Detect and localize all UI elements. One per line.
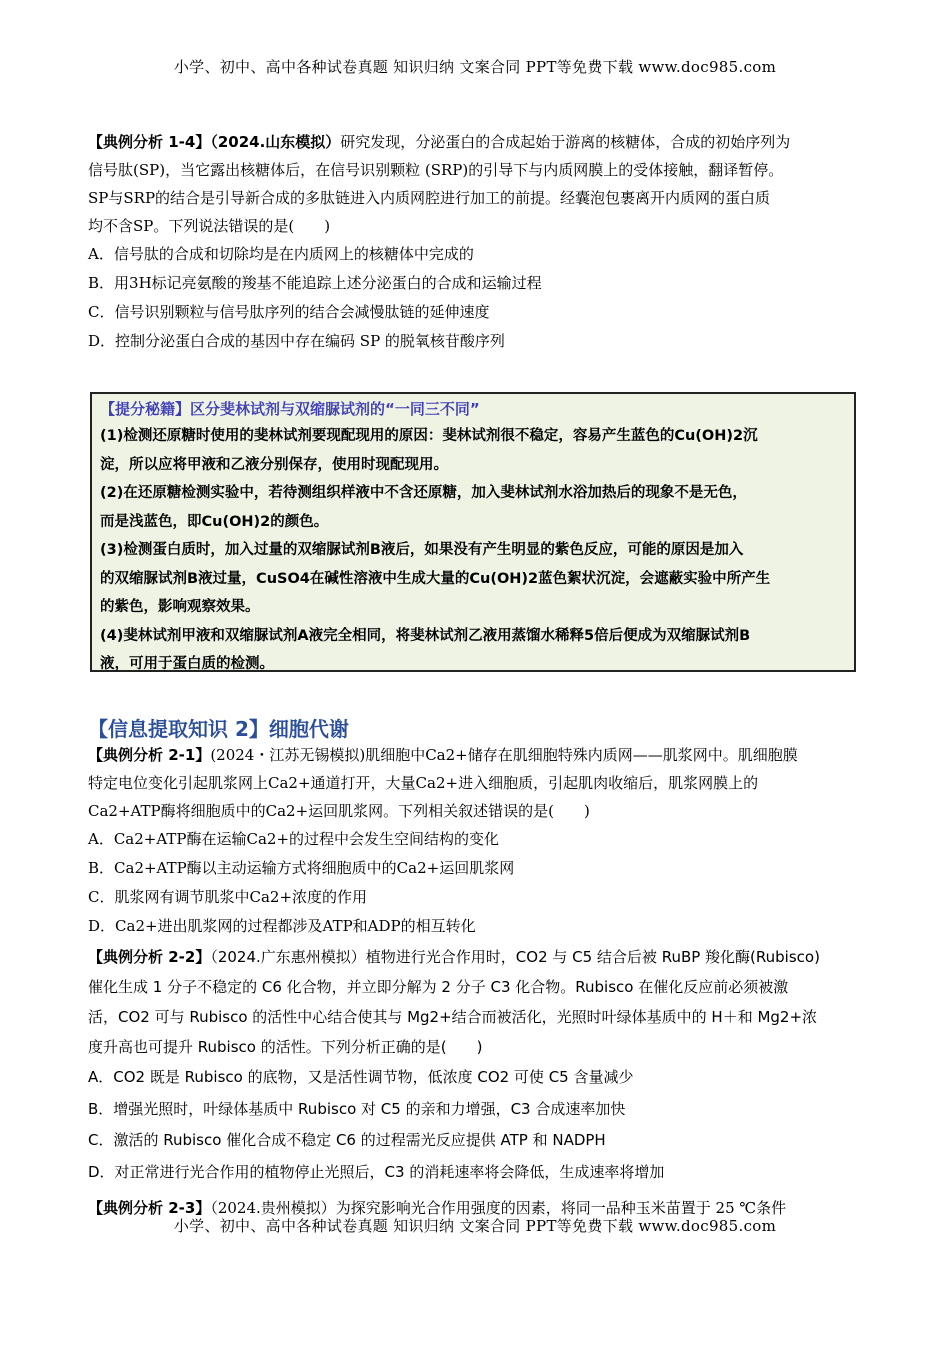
- tip-line: (3)检测蛋白质时，加入过量的双缩脲试剂B液后，如果没有产生明显的紫色反应，可能的原因是加入: [100, 542, 744, 558]
- tip-line: 淀，所以应将甲液和乙液分别保存，使用时现配现用。: [100, 456, 448, 473]
- question-stem-line: 【典例分析 2-3】（2024.贵州模拟）为探究影响光合作用强度的因素，将同一品种玉米苗置于 25 ℃条件: [88, 1199, 787, 1217]
- tip-line: (1)检测还原糖时使用的斐林试剂要现配现用的原因：斐林试剂很不稳定，容易产生蓝色的Cu(OH)2沉: [100, 428, 758, 444]
- question-stem-line: 均不含SP。下列说法错误的是( ): [88, 217, 331, 235]
- tip-line: 而是浅蓝色，即Cu(OH)2的颜色。: [100, 513, 329, 530]
- tip-line: 的双缩脲试剂B液过量，CuSO4在碱性溶液中生成大量的Cu(OH)2蓝色絮状沉淀，会遮蔽实验中所产生: [100, 570, 771, 587]
- option-b: B．Ca2+ATP酶以主动运输方式将细胞质中的Ca2+运回肌浆网: [88, 859, 515, 877]
- tip-title: 【提分秘籍】区分斐林试剂与双缩脲试剂的“一同三不同”: [100, 400, 480, 418]
- tip-line: 液，可用于蛋白质的检测。: [100, 656, 274, 672]
- tip-line: 的紫色，影响观察效果。: [100, 599, 260, 615]
- question-stem-line: 【典例分析 1-4】（2024.山东模拟）研究发现，分泌蛋白的合成起始于游离的核糖体，合成的初始序列为: [88, 133, 791, 151]
- page-footer: 小学、初中、高中各种试卷真题 知识归纳 文案合同 PPT等免费下载 www.doc985.com: [173, 1217, 777, 1235]
- question-label: 【典例分析 1-4】: [88, 133, 211, 151]
- question-stem-line: Ca2+ATP酶将细胞质中的Ca2+运回肌浆网。下列相关叙述错误的是( ): [88, 802, 590, 820]
- question-source: （2024.山东模拟）: [210, 133, 341, 151]
- question-stem-line: 【典例分析 2-2】（2024.广东惠州模拟）植物进行光合作用时，CO2 与 C5 结合后被 RuBP 羧化酶(Rubisco): [88, 948, 820, 966]
- question-label: 【典例分析 2-2】: [88, 948, 211, 966]
- option-b: B．增强光照时，叶绿体基质中 Rubisco 对 C5 的亲和力增强，C3 合成速率加快: [88, 1099, 626, 1118]
- question-1-4: [88, 128, 862, 356]
- question-label: 【典例分析 2-1】: [88, 746, 211, 764]
- section-heading: 【信息提取知识 2】细胞代谢: [88, 717, 349, 741]
- option-d: D．Ca2+进出肌浆网的过程都涉及ATP和ADP的相互转化: [88, 917, 476, 935]
- question-stem-line: 活，CO2 可与 Rubisco 的活性中心结合使其与 Mg2+结合而被活化，光照时叶绿体基质中的 H＋和 Mg2+浓: [88, 1008, 818, 1026]
- option-d: D．控制分泌蛋白合成的基因中存在编码 SP 的脱氧核苷酸序列: [88, 332, 505, 350]
- question-label: 【典例分析 2-3】: [88, 1199, 211, 1217]
- option-c: C．信号识别颗粒与信号肽序列的结合会减慢肽链的延伸速度: [88, 303, 490, 321]
- option-b: B．用3H标记亮氨酸的羧基不能追踪上述分泌蛋白的合成和运输过程: [88, 274, 542, 292]
- question-stem-line: 【典例分析 2-1】(2024・江苏无锡模拟)肌细胞中Ca2+储存在肌细胞特殊内质网——肌浆网中。肌细胞膜: [88, 746, 798, 764]
- question-source: （2024.广东惠州模拟）: [210, 948, 366, 966]
- tip-line: (2)在还原糖检测实验中，若待测组织样液中不含还原糖，加入斐林试剂水浴加热后的现象不是无色，: [100, 485, 747, 501]
- option-a: A．Ca2+ATP酶在运输Ca2+的过程中会发生空间结构的变化: [88, 830, 500, 848]
- page-header: 小学、初中、高中各种试卷真题 知识归纳 文案合同 PPT等免费下载 www.doc985.com: [173, 58, 777, 76]
- option-d: D．对正常进行光合作用的植物停止光照后，C3 的消耗速率将会降低，生成速率将增加: [88, 1162, 665, 1181]
- question-stem-line: 特定电位变化引起肌浆网上Ca2+通道打开，大量Ca2+进入细胞质，引起肌肉收缩后，肌浆网膜上的: [88, 774, 759, 792]
- question-2-2: [88, 942, 862, 1188]
- tip-line: (4)斐林试剂甲液和双缩脲试剂A液完全相同，将斐林试剂乙液用蒸馏水稀释5倍后便成为双缩脲试剂B: [100, 627, 751, 644]
- question-stem-line: 信号肽(SP)，当它露出核糖体后，在信号识别颗粒 (SRP)的引导下与内质网膜上的受体接触，翻译暂停。: [88, 161, 784, 179]
- option-a: A．CO2 既是 Rubisco 的底物，又是活性调节物，低浓度 CO2 可使 C5 含量减少: [88, 1068, 634, 1086]
- tip-box: [90, 392, 856, 672]
- option-a: A．信号肽的合成和切除均是在内质网上的核糖体中完成的: [88, 245, 474, 263]
- option-c: C．激活的 Rubisco 催化合成不稳定 C6 的过程需光反应提供 ATP 和 NADPH: [88, 1131, 606, 1149]
- question-stem-line: SP与SRP的结合是引导新合成的多肽链进入内质网腔进行加工的前提。经囊泡包裹离开内质网的蛋白质: [88, 189, 771, 207]
- question-stem-line: 催化生成 1 分子不稳定的 C6 化合物，并立即分解为 2 分子 C3 化合物。Rubisco 在催化反应前必须被激: [88, 978, 789, 996]
- option-c: C．肌浆网有调节肌浆中Ca2+浓度的作用: [88, 888, 368, 906]
- question-2-1: [88, 741, 862, 941]
- question-stem-line: 度升高也可提升 Rubisco 的活性。下列分析正确的是( ): [88, 1038, 483, 1056]
